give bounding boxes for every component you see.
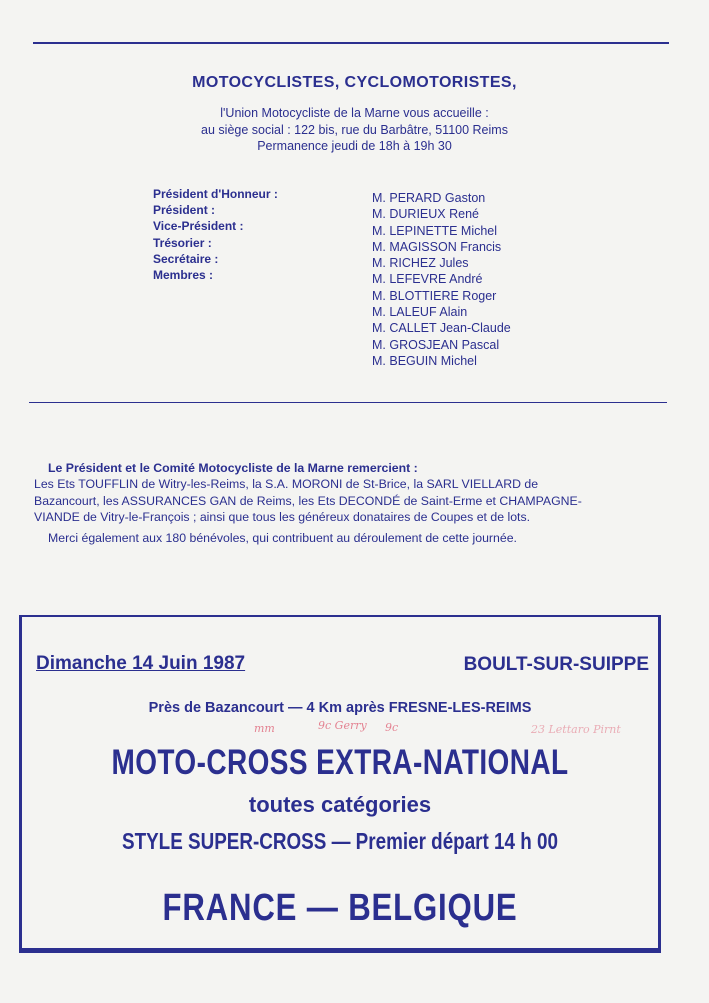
role-label: Membres :: [153, 268, 214, 283]
member-name: M. RICHEZ Jules: [372, 256, 469, 271]
thanks-line: VIANDE de Vitry-le-François ; ainsi que tous les généreux donataires de Coupes et de lots.: [34, 509, 531, 524]
intro-line: au siège social : 122 bis, rue du Barbâtre, 51100 Reims: [201, 122, 508, 137]
thanks-line: Les Ets TOUFFLIN de Witry-les-Reims, la S.A. MORONI de St-Brice, la SARL VIELLARD de: [34, 477, 539, 492]
handwritten-annotation: mm: [254, 722, 275, 735]
role-label: Vice-Président :: [153, 219, 244, 234]
member-name: M. BLOTTIERE Roger: [372, 288, 497, 303]
role-label: Trésorier :: [153, 235, 212, 250]
event-date: Dimanche 14 Juin 1987: [36, 653, 246, 674]
member-name: M. MAGISSON Francis: [372, 239, 502, 254]
thanks-section: [34, 460, 659, 546]
member-name: M. BEGUIN Michel: [372, 353, 477, 368]
member-name: M. LEFEVRE André: [372, 272, 483, 287]
event-title: MOTO-CROSS EXTRA-NATIONAL: [111, 743, 569, 782]
event-directions: Près de Bazancourt — 4 Km après FRESNE-LES-REIMS: [148, 700, 532, 716]
event-place: BOULT-SUR-SUIPPE: [463, 654, 649, 675]
member-name: M. CALLET Jean-Claude: [372, 321, 511, 336]
role-label: Président d'Honneur :: [153, 187, 278, 201]
middle-divider: [29, 402, 667, 403]
top-divider: [33, 42, 669, 44]
event-style: STYLE SUPER-CROSS — Premier départ 14 h 00: [121, 828, 559, 854]
member-name: M. LALEUF Alain: [372, 305, 468, 320]
member-name: M. PERARD Gaston: [372, 191, 486, 205]
member-name: M. GROSJEAN Pascal: [372, 337, 500, 352]
thanks-line: Bazancourt, les ASSURANCES GAN de Reims, les Ets DECONDÉ de Saint-Erme et CHAMPAGNE-: [34, 493, 582, 508]
thanks-lead: Le Président et le Comité Motocycliste de la Marne remercient :: [48, 461, 418, 475]
event-box: [19, 615, 661, 953]
page-title: MOTOCYCLISTES, CYCLOMOTORISTES,: [192, 74, 517, 91]
intro-line: Permanence jeudi de 18h à 19h 30: [257, 139, 452, 153]
committee-roles: [153, 186, 278, 283]
member-name: M. LEPINETTE Michel: [372, 223, 498, 238]
role-label: Secrétaire :: [153, 251, 219, 266]
member-name: M. DURIEUX René: [372, 207, 479, 222]
intro-line: l'Union Motocycliste de la Marne vous accueille :: [220, 106, 489, 120]
intro-text: [0, 105, 709, 155]
volunteers-thanks: Merci également aux 180 bénévoles, qui contribuent au déroulement de cette journée.: [48, 531, 517, 546]
role-label: Président :: [153, 203, 216, 218]
handwritten-annotation: 9c Gerry: [318, 719, 367, 732]
committee-names: [372, 190, 511, 369]
event-categories: toutes catégories: [248, 792, 432, 817]
handwritten-annotation: 9c: [385, 721, 399, 734]
handwritten-annotation: 23 Lettaro Pirnt: [531, 723, 621, 736]
event-countries: FRANCE — BELGIQUE: [162, 887, 518, 929]
